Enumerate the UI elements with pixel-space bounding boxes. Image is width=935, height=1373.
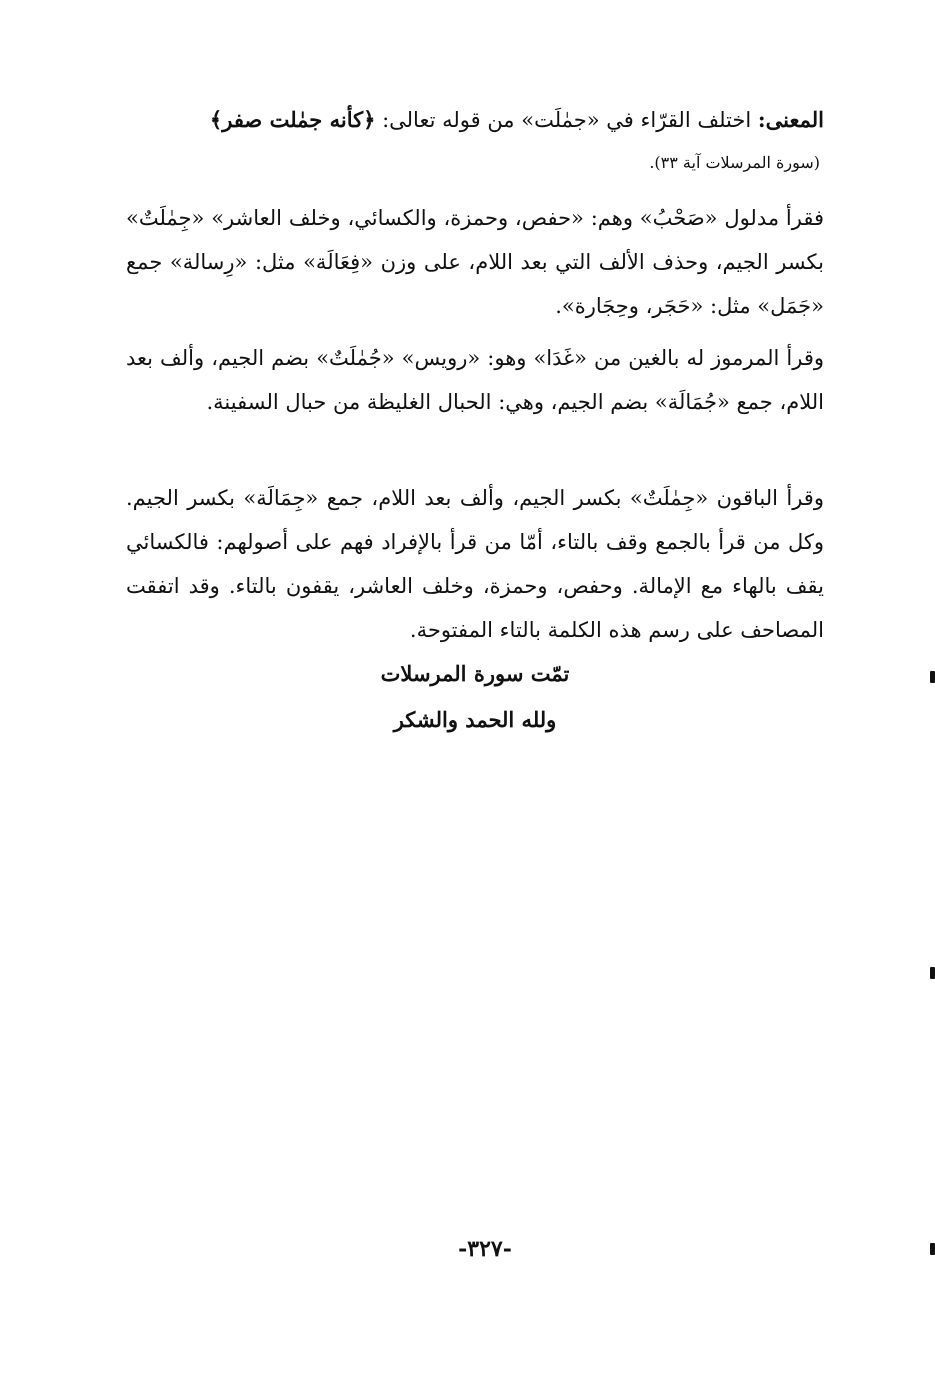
meaning-line: [126, 98, 824, 142]
margin-mark: [930, 967, 935, 979]
meaning-label: المعنى:: [757, 107, 824, 132]
praise-line: ولله الحمد والشكر: [393, 707, 557, 732]
paragraph-others-reading: وقرأ الباقون «جِمٰلَتٌ» بكسر الجيم، وألف بعد اللام، جمع «جِمَالَة» بكسر الجيم. وكل من قرأ بالجمع وقف بالتاء، أمّا من قرأ بالإفراد فهم على أصولهم: فالكسائي يقف بالهاء مع الإمالة. وحفص، وحمزة، وخلف العاشر، يقفون بالتاء. وقد اتفقت المصاحف على رسم هذه الكلمة بالتاء المفتوحة.: [126, 486, 825, 642]
margin-mark: [930, 671, 935, 683]
margin-mark: [930, 1243, 935, 1255]
verse-reference: (سورة المرسلات آية ٣٣).: [649, 153, 820, 172]
surah-end-line: تمّت سورة المرسلات: [380, 661, 570, 686]
meaning-text: اختلف القرّاء في «جمٰلَت» من قوله تعالى:: [382, 108, 752, 132]
quran-verse: ﴿كأنه جمٰلت صفر﴾: [209, 107, 376, 132]
page-number: -٣٢٧-: [458, 1236, 512, 1262]
paragraph-kisai-reading: فقرأ مدلول «صَحْبُ» وهم: «حفص، وحمزة، والكسائي، وخلف العاشر» «جِمٰلَتٌ» بكسر الجيم، وحذف الألف التي بعد اللام، على وزن «فِعَالَة» مثل: «رِسالة» جمع «جَمَل» مثل: «حَجَر، وحِجَارة».: [126, 206, 824, 318]
paragraph-ruways-reading: وقرأ المرموز له بالغين من «غَدَا» وهو: «رويس» «جُمٰلَتٌ» بضم الجيم، وألف بعد اللام، جمع «جُمَالَة» بضم الجيم، وهي: الحبال الغليظة من حبال السفينة.: [126, 346, 824, 414]
